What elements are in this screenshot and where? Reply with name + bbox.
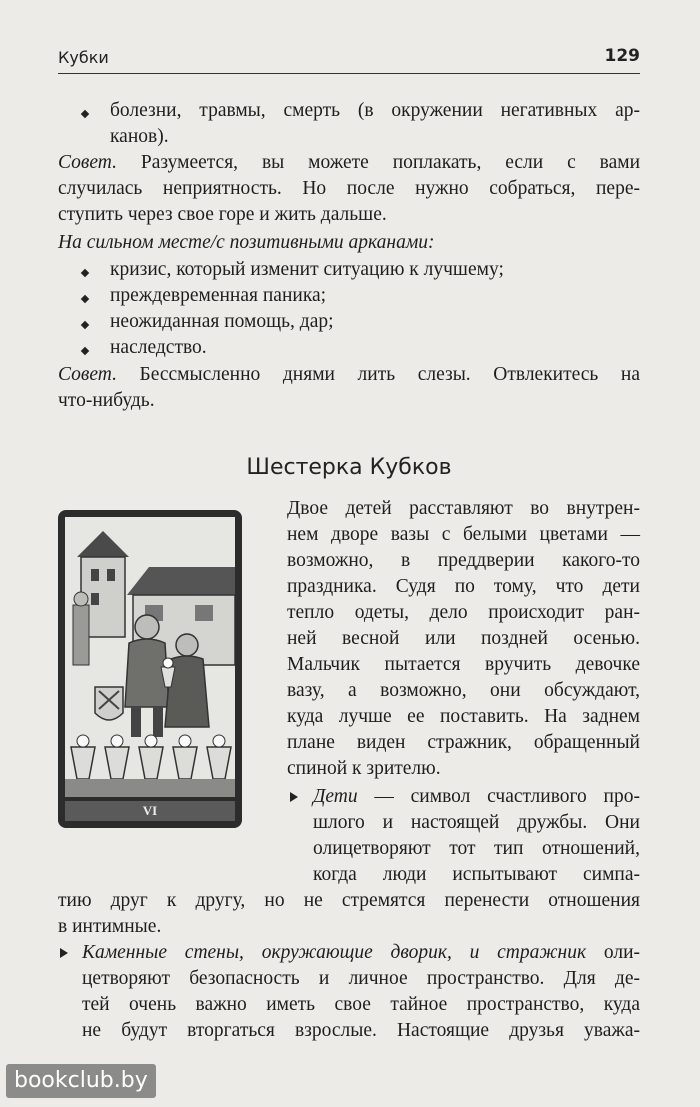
bullet-diamond-icon — [81, 347, 89, 355]
advice-paragraph-2 — [58, 362, 640, 414]
text-line: не будут вторгаться взрослые. Настоящие друзья уважа- — [82, 1020, 640, 1041]
card-description — [287, 496, 640, 782]
text-block-top-bullet-cont — [110, 124, 640, 150]
bullet-diamond-icon — [81, 110, 89, 118]
text-line — [82, 940, 640, 966]
list-item: кризис, который изменит ситуацию к лучшему; — [110, 259, 504, 280]
text-line — [58, 150, 640, 176]
strong-position-heading: На сильном месте/с позитивными арканами: — [58, 232, 435, 253]
text-line: олицетворяют тот тип отношений, — [313, 838, 640, 859]
advice-text: Бессмысленно днями лить слезы. Отвлекитесь на — [116, 364, 640, 385]
text-line: цетворяют безопасность и личное пространство. Для де- — [82, 968, 640, 989]
children-item — [313, 784, 640, 888]
bullet-diamond-icon — [81, 269, 89, 277]
text-line: шлого и настоящей дружбы. Они — [313, 812, 640, 833]
text-line: случилась неприятность. Но после нужно собраться, пере- — [58, 178, 640, 199]
bullet-diamond-icon — [81, 321, 89, 329]
advice-paragraph-1 — [58, 150, 640, 228]
item-text: — символ счастливого про- — [357, 786, 640, 807]
text-line: тей очень важно иметь свое тайное пространство, куда — [82, 994, 640, 1015]
text-line: Двое детей расставляют во внутрен- — [287, 498, 640, 519]
text-line: ней весной или поздней осенью. — [287, 628, 640, 649]
bullet-triangle-icon — [290, 792, 298, 802]
card-illustration — [65, 517, 235, 797]
list-item: наследство. — [110, 337, 207, 358]
text-line: что-нибудь. — [58, 390, 155, 411]
text-line: тию друг к другу, но не стремятся перенести отношения — [58, 890, 640, 911]
list-item: преждевременная паника; — [110, 285, 327, 306]
bullet-triangle-icon — [60, 948, 68, 958]
bullet-list — [110, 257, 640, 361]
text-line: нем дворе вазы с белыми цветами — — [287, 524, 640, 545]
text-line: куда лучше ее поставить. На заднем — [287, 706, 640, 727]
list-item: неожиданная помощь, дар; — [110, 311, 334, 332]
advice-label: Совет. — [58, 364, 117, 385]
card-numeral: VI — [65, 801, 235, 821]
strong-position-heading-wrap — [58, 230, 640, 256]
text-line: тепло одеты, дело происходит ран- — [287, 602, 640, 623]
watermark: bookclub.by — [6, 1064, 156, 1098]
text-line: Мальчик пытается вручить девочке — [287, 654, 640, 675]
bullet-diamond-icon — [81, 295, 89, 303]
item-term: Дети — [313, 786, 358, 807]
six-of-cups-illustration — [65, 517, 235, 797]
text-line: когда люди испытывают симпа- — [313, 864, 640, 885]
tarot-card-image — [58, 510, 242, 828]
header-rule — [58, 73, 640, 74]
text-line: праздника. Судя по тому, что дети — [287, 576, 640, 597]
text-line: ступить через свое горе и жить дальше. — [58, 204, 387, 225]
text-line: спиной к зрителю. — [287, 758, 441, 779]
text-block-top-bullet — [110, 98, 640, 124]
text-line — [58, 362, 640, 388]
text-line: в интимные. — [58, 916, 162, 937]
advice-text: Разумеется, вы можете поплакать, если с вами — [116, 152, 640, 173]
text-line: плане виден стражник, обращенный — [287, 732, 640, 753]
item-text: оли- — [586, 942, 641, 963]
text-line: возможно, в преддверии какого-то — [287, 550, 640, 571]
section-title: Шестерка Кубков — [246, 455, 452, 480]
text-line: болезни, травмы, смерть (в окружении негативных ар- — [110, 100, 640, 121]
item-term: Каменные стены, окружающие дворик, и стражник — [82, 942, 587, 963]
running-title: Кубки — [58, 48, 109, 67]
page-header — [58, 44, 640, 74]
children-item-cont — [58, 888, 640, 940]
walls-item — [82, 940, 640, 1044]
page-number: 129 — [604, 46, 640, 66]
text-line — [313, 784, 640, 810]
text-line: канов). — [110, 126, 169, 147]
advice-label: Совет. — [58, 152, 117, 173]
text-line: вазу, а возможно, они обсуждают, — [287, 680, 640, 701]
